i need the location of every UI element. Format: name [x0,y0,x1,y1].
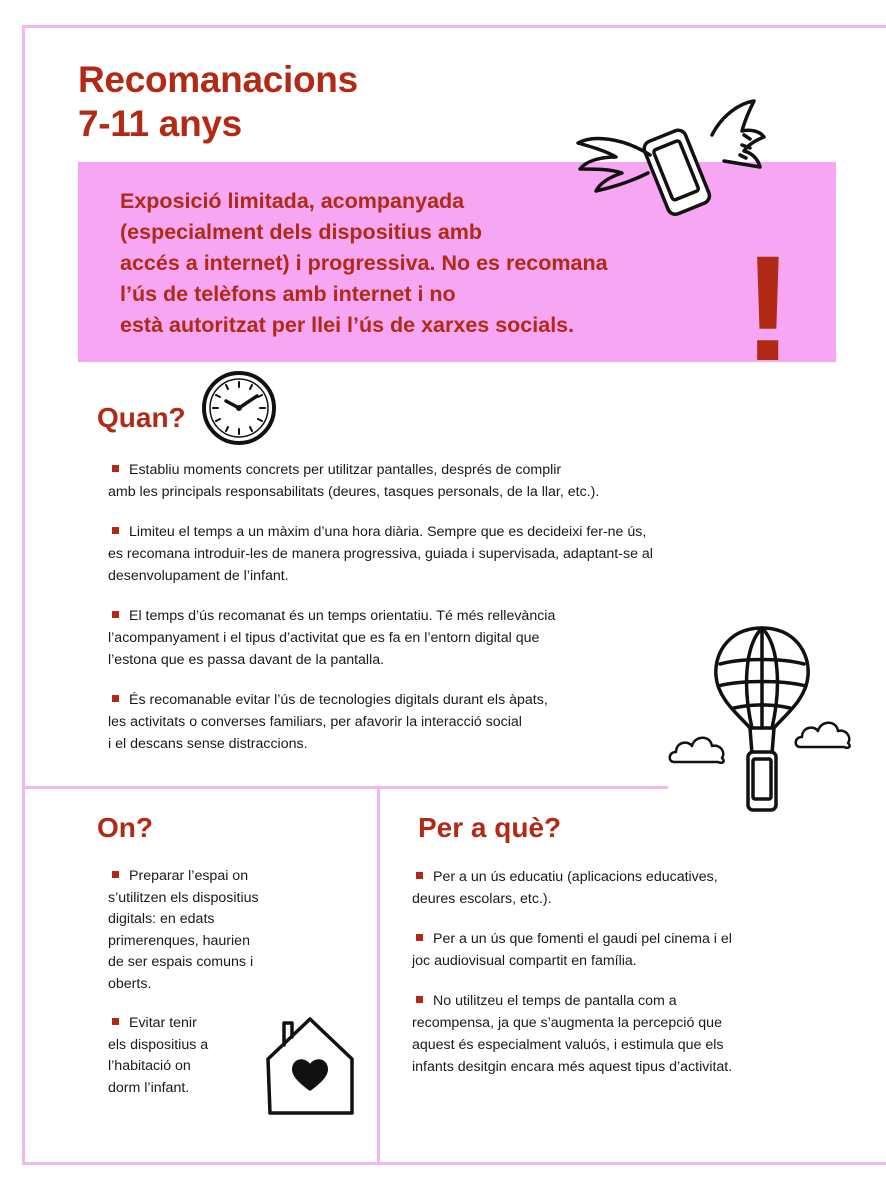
bullet-square-icon [112,871,119,878]
frame-top [22,25,886,28]
title-line-2: 7-11 anys [78,103,242,144]
highlight-line: accés a internet) i progressiva. No es recomana [120,251,608,275]
bullet-square-icon [112,465,119,472]
bullet-square-icon [416,996,423,1003]
list-item: No utilitzeu el temps de pantalla com a recompensa, ja que s’augmenta la percepció que aquest és especialment valuós, i estimula que els infants desitgin encara més aquest tipus d’activitat. [412,993,733,1075]
exclamation-icon: ! [743,224,793,392]
list-item: Per a un ús educatiu (aplicacions educatives, deures escolars, etc.). [412,869,718,907]
quan-heading: Quan? [97,402,186,433]
perque-list [412,866,732,1096]
list-item: Limiteu el temps a un màxim d’una hora diària. Sempre que es decideixi fer-ne ús, es recomana introduir-les de manera progressiva, guiada i supervisada, adaptant-se al desenvolupament de l’infant. [108,524,653,584]
section-divider-vertical [377,788,380,1164]
section-divider-horizontal [22,786,668,789]
on-heading: On? [97,812,153,843]
house-heart-icon [262,1015,358,1115]
list-item: Preparar l’espai on s’utilitzen els dispositius digitals: en edats primerenques, haurien de ser espais comuns i oberts. [108,868,259,992]
frame-left [22,25,25,1165]
highlight-line: (especialment dels dispositius amb [120,220,483,244]
highlight-line: Exposició limitada, acompanyada [120,189,465,213]
bullet-square-icon [416,872,423,879]
on-list [108,866,259,1117]
frame-bottom [22,1162,886,1165]
bullet-square-icon [112,611,119,618]
cloud-icon [794,715,854,751]
bullet-square-icon [416,934,423,941]
cloud-icon [668,730,728,766]
quan-list [108,459,653,773]
list-item: Per a un ús que fomenti el gaudi pel cinema i el joc audiovisual compartit en família. [412,931,732,969]
list-item: Evitar tenir els dispositius a l’habitació on dorm l’infant. [108,1015,209,1096]
bullet-square-icon [112,1018,119,1025]
highlight-line: està autoritzat per llei l’ús de xarxes socials. [120,313,575,337]
list-item: És recomanable evitar l’ús de tecnologies digitals durant els àpats, les activitats o converses familiars, per afavorir la interacció social i el descans sense distraccions. [108,692,548,752]
list-item: El temps d’ús recomanat és un temps orientatiu. Té més rellevància l’acompanyament i el tipus d’activitat que es fa en l’entorn digital que l’estona que es passa davant de la pantalla. [108,608,556,668]
bullet-square-icon [112,527,119,534]
list-item: Establiu moments concrets per utilitzar pantalles, després de complir amb les principals responsabilitats (deures, tasques personals, de la llar, etc.). [108,462,600,500]
clock-icon [199,368,279,448]
page-title [78,58,358,146]
winged-phone-icon [572,95,772,225]
bullet-square-icon [112,695,119,702]
highlight-line: l’ús de telèfons amb internet i no [120,282,456,306]
title-line-1: Recomanacions [78,59,358,100]
perque-heading: Per a què? [418,812,562,843]
